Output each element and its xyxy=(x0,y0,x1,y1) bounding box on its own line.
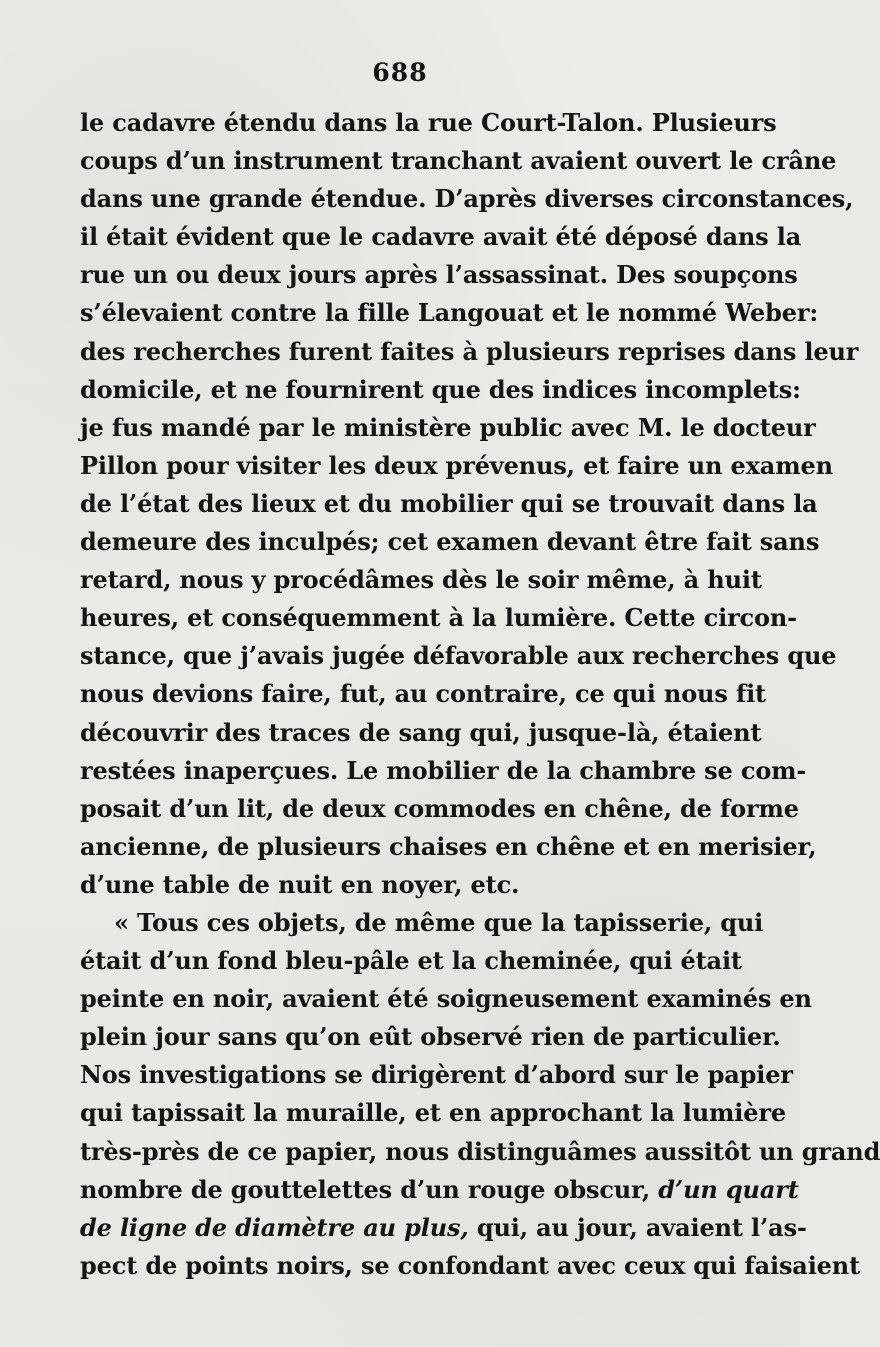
text-line: coups d’un instrument tranchant avaient ouvert le crâne xyxy=(80,146,837,176)
text-line: restées inaperçues. Le mobilier de la chambre se com- xyxy=(80,755,807,785)
text-line: domicile, et ne fournirent que des indices incomplets: xyxy=(80,374,801,404)
text-line: Nos investigations se dirigèrent d’abord sur le papier xyxy=(80,1060,793,1090)
italic-fragment: d’un quart xyxy=(658,1174,799,1204)
text-line: s’élevaient contre la fille Langouat et le nommé Weber: xyxy=(80,298,819,328)
text-line: « Tous ces objets, de même que la tapisserie, qui xyxy=(114,907,764,937)
text-line: de l’état des lieux et du mobilier qui se trouvait dans la xyxy=(80,488,818,518)
italic-fragment: de ligne de diamètre au plus, xyxy=(80,1212,469,1242)
text-line: je fus mandé par le ministère public avec M. le docteur xyxy=(80,412,816,442)
text-line: très-près de ce papier, nous distinguâmes aussitôt un grand xyxy=(80,1136,880,1166)
text-line: peinte en noir, avaient été soigneusement examinés en xyxy=(80,984,812,1014)
body-text xyxy=(80,104,880,1285)
text-line: stance, que j’avais jugée défavorable aux recherches que xyxy=(80,641,837,671)
text-line: demeure des inculpés; cet examen devant être fait sans xyxy=(80,527,820,557)
text-line: pect de points noirs, se confondant avec ceux qui faisaient xyxy=(80,1250,861,1280)
text-line: le cadavre étendu dans la rue Court-Talon. Plusieurs xyxy=(80,108,777,137)
text-fragment: nombre de gouttelettes d’un rouge obscur, xyxy=(80,1174,651,1204)
text-line: rue un ou deux jours après l’assassinat. Des soupçons xyxy=(80,260,798,290)
text-line: Pillon pour visiter les deux prévenus, et faire un examen xyxy=(80,450,833,480)
text-line: était d’un fond bleu-pâle et la cheminée, qui était xyxy=(80,946,742,976)
text-line: posait d’un lit, de deux commodes en chêne, de forme xyxy=(80,793,799,823)
text-line: nous devions faire, fut, au contraire, ce qui nous fit xyxy=(80,679,766,709)
text-line: heures, et conséquemment à la lumière. Cette circon- xyxy=(80,603,797,633)
text-line-mixed xyxy=(80,1209,807,1247)
text-line: des recherches furent faites à plusieurs reprises dans leur xyxy=(80,336,859,366)
text-line: plein jour sans qu’on eût observé rien de particulier. xyxy=(80,1022,781,1052)
text-line: il était évident que le cadavre avait été déposé dans la xyxy=(80,222,802,252)
text-line: découvrir des traces de sang qui, jusque-là, étaient xyxy=(80,717,762,747)
text-fragment: qui, au jour, avaient l’as- xyxy=(476,1212,807,1242)
page-number: 688 xyxy=(372,58,428,87)
text-line-mixed xyxy=(80,1171,799,1209)
text-line: d’une table de nuit en noyer, etc. xyxy=(80,869,520,899)
text-line: retard, nous y procédâmes dès le soir même, à huit xyxy=(80,565,762,595)
text-line: ancienne, de plusieurs chaises en chêne et en merisier, xyxy=(80,831,817,861)
text-line: qui tapissait la muraille, et en approchant la lumière xyxy=(80,1098,787,1128)
text-line: dans une grande étendue. D’après diverses circonstances, xyxy=(80,184,854,214)
